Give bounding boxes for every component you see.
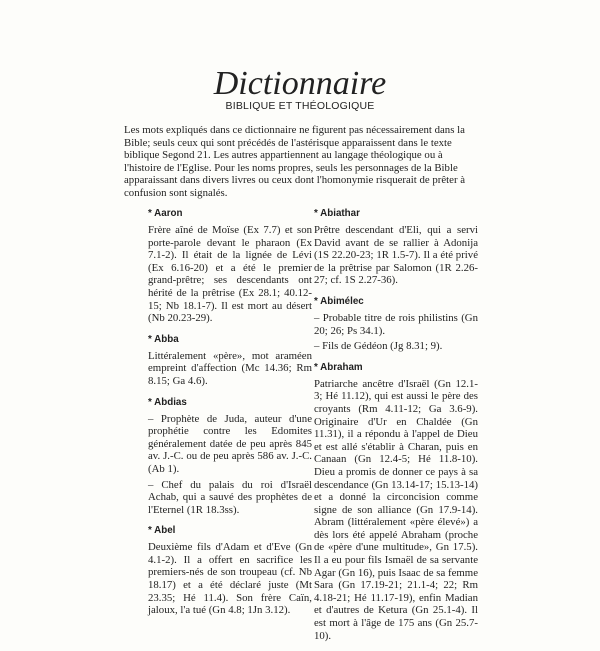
page-subtitle: BIBLIQUE ET THÉOLOGIQUE [225,100,375,112]
entry-definition: Deuxième fils d'Adam et d'Eve (Gn 4.1-2). Il a offert en sacrifice les premiers-nés de son troupeau (cf. Nb 18.17) et a été déclaré juste (Mt 23.35; Hé 11.4). Son frère Caïn, jaloux, l'a tué (Gn 4.8; 1Jn 3.12). [148,541,312,617]
entry-headword: * Abimélec [314,295,364,307]
right-column [314,208,478,651]
entry-headword: * Abdias [148,396,187,408]
intro-text: Les mots expliqués dans ce dictionnaire ne figurent pas nécessairement dans la Bible; seuls ceux qui sont précédés de l'astérisque apparaissent dans le texte biblique Segond 21. Les autres appartiennent au langage théologique ou à l'histoire de l'Eglise. Pour les noms propres, seuls les personnages de la Bible apparaissant dans divers livres ou ceux dont l'homonymie risquerait de prêter à confusion sont signalés. [124,124,466,199]
entry-definition: – Chef du palais du roi d'Israël Achab, qui a sauvé des prophètes de l'Eternel (1R 18.3ss). [148,478,312,516]
entry-definition: – Fils de Gédéon (Jg 8.31; 9). [314,340,443,353]
entry-headword: * Aaron [148,208,183,219]
dictionary-entry [314,208,478,287]
left-column [148,208,312,626]
dictionary-entry [148,525,312,617]
dictionary-entry [148,208,312,325]
entry-headword: * Abel [148,525,176,537]
entry-definition: Frère aîné de Moïse (Ex 7.7) et son porte-parole devant le pharaon (Ex 7.1-2). Il était de la lignée de Lévi (Ex 6.16-20) et a été le premier grand-prêtre; ses descendants ont hérité de la prêtrise (Ex 28.1; 40.12-15; Nb 18.1-7). Il est mort au désert (Nb 20.23-29). [148,224,312,325]
entry-headword: * Abraham [314,361,363,373]
entry-definition: – Prophète de Juda, auteur d'une prophétie contre les Edomites généralement datée de peu après 845 av. J.-C. ou de peu après 586 av. J.-C. (Ab 1). [148,412,312,475]
dictionary-entry [314,296,478,353]
dictionary-entry [148,334,312,388]
intro-paragraph [124,124,476,200]
entry-definition: Patriarche ancêtre d'Israël (Gn 12.1-3; Hé 11.12), qui est aussi le père des croyants (Rm 4.11-12; Ga 3.6-9). Originaire d'Ur en Chaldée (Gn 11.31), il a répondu à l'appel de Dieu et est allé s'établir à Charan, puis en Canaan (Gn 12.4-5; Hé 11.8-10). Dieu a promis de donner ce pays à sa descendance (Gn 13.14-17; 15.13-14) et a donné la circoncision comme signe de son alliance (Gn 17.9-14). Abram (littéralement «père élevé») a dès lors été appelé Abraham (proche de «père d'une multitude», Gn 17.5). Il a eu pour fils Ismaël de sa servante Agar (Gn 16), puis Isaac de sa femme Sara (Gn 17.19-21; 21.1-4; 22; Rm 4.18-21; Hé 11.17-19), enfin Madian et d'autres de Ketura (Gn 25.1-4). Il est mort à l'âge de 175 ans (Gn 25.7-10). [314,377,478,642]
entry-definition: – Probable titre de rois philistins (Gn 20; 26; Ps 34.1). [314,311,478,337]
page-title: Dictionnaire [213,65,387,102]
entry-definition: Littéralement «père», mot araméen empreint d'affection (Mc 14.36; Rm 8.15; Ga 4.6). [148,349,312,387]
entry-headword: * Abiathar [314,208,360,219]
dictionary-entry [314,362,478,642]
dictionary-entry [148,397,312,517]
entry-headword: * Abba [148,333,179,345]
entry-definition: Prêtre descendant d'Eli, qui a servi David avant de se rallier à Adonija (1S 22.20-23; 1R 1.5-7). Il a été privé de la prêtrise par Salomon (1R 2.26-27; cf. 1S 2.27-36). [314,224,478,287]
